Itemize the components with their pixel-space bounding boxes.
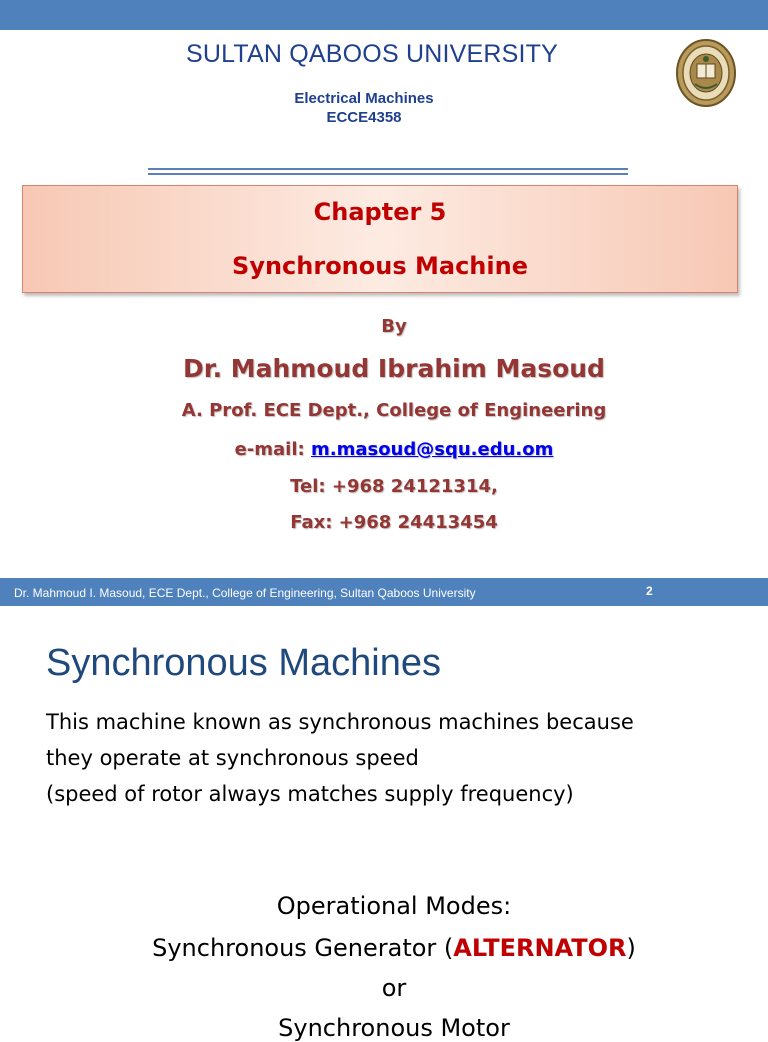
telephone: Tel: +968 24121314, [290,476,498,497]
university-emblem-icon [675,38,737,108]
body-line: (speed of rotor always matches supply frequency) [46,782,574,806]
mode-generator-prefix: Synchronous Generator ( [152,934,454,962]
email-link[interactable]: m.masoud@squ.edu.om [310,439,554,460]
by-label: By [381,316,407,337]
content-slide [0,606,768,1042]
footer-text: Dr. Mahmoud I. Masoud, ECE Dept., College of Engineering, Sultan Qaboos University [14,586,476,600]
fax: Fax: +968 24413454 [290,512,498,533]
top-bar [0,0,768,30]
author-name: Dr. Mahmoud Ibrahim Masoud [183,354,605,383]
course-name: Electrical Machines [294,90,434,107]
divider-line-top [148,168,628,170]
modes-heading: Operational Modes: [276,892,512,920]
body-line: This machine known as synchronous machines because [46,710,634,734]
chapter-title: Synchronous Machine [232,252,528,280]
email-label: e-mail: [234,439,311,460]
author-affiliation: A. Prof. ECE Dept., College of Engineering [181,400,607,421]
course-code: ECCE4358 [326,109,402,126]
chapter-banner [22,185,738,293]
body-line: they operate at synchronous speed [46,746,419,770]
page-number: 2 [646,584,653,598]
mode-motor: Synchronous Motor [278,1014,510,1042]
alternator-highlight: ALTERNATOR [453,934,627,962]
mode-generator [0,934,768,962]
email-line [0,439,768,460]
slide-title: Synchronous Machines [46,642,441,684]
mode-generator-suffix: ) [626,934,636,962]
course-info [0,89,728,127]
chapter-number: Chapter 5 [313,198,447,226]
slide-footer [0,578,768,606]
or-connector: or [381,974,407,1002]
slide-body [46,704,758,812]
divider-line-bottom [148,173,628,175]
university-name: SULTAN QABOOS UNIVERSITY [186,40,558,68]
